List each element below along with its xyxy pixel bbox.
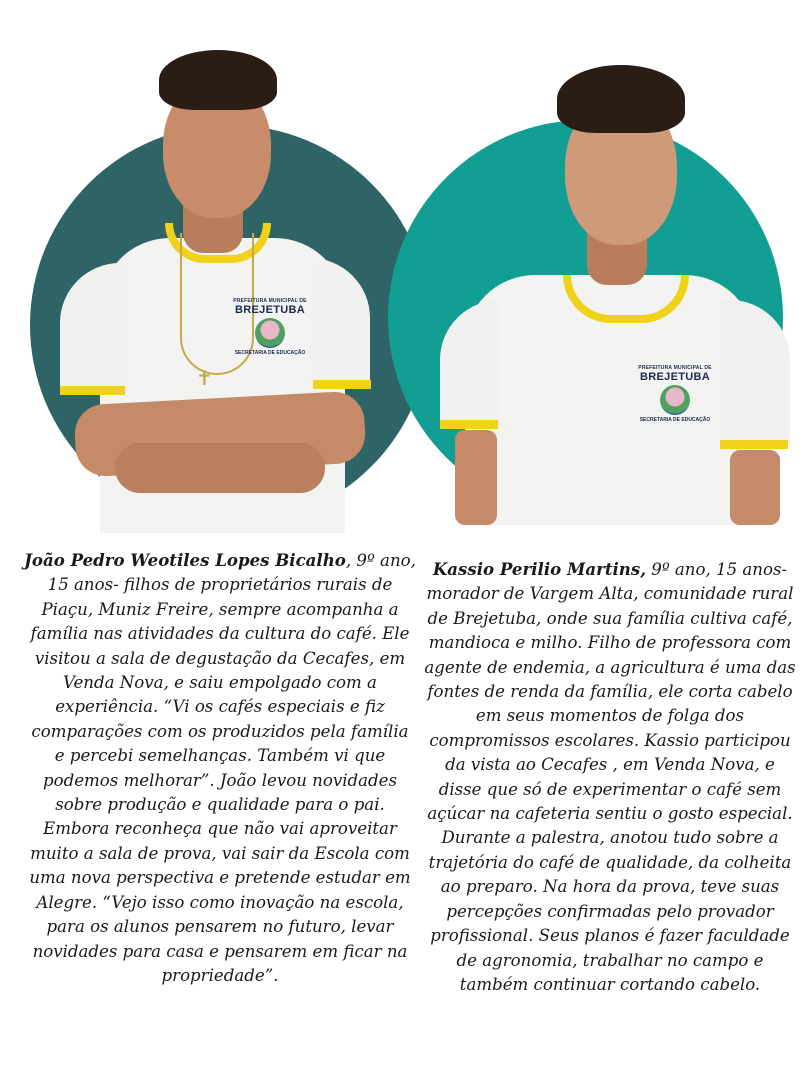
- left-sleeve: [60, 263, 130, 393]
- left-cuff: [60, 386, 125, 395]
- photo-kassio: [435, 60, 795, 525]
- name-joao-pedro: João Pedro Weotiles Lopes Bicalho: [24, 550, 346, 570]
- right-cuff: [313, 380, 371, 389]
- bio-kassio: [422, 557, 798, 997]
- right-sleeve: [310, 258, 370, 388]
- right-arm: [730, 450, 780, 525]
- bio-text-joao-pedro: , 9º ano, 15 anos- filhos de proprietários rurais de Piaçu, Muniz Freire, sempre acompanha a família nas atividades da cultura do café. Ele visitou a sala de degustação da Cecafes, em Venda Nova, e saiu empolgado com a experiência. “Vi os cafés especiais e fiz comparações com os produzidos pela família e percebi semelhanças. Também vi que podemos melhorar”. João levou novidades sobre produção e qualidade para o pai. Embora reconheça que não vai aproveitar muito a sala de prova, vai sair da Escola com uma nova perspectiva e pretende estudar em Alegre. “Vejo isso como inovação na escola, para os alunos pensarem no futuro, levar novidades para casa e pensarem em ficar na propriedade”.: [29, 551, 416, 985]
- brejetuba-seal-icon: [660, 385, 690, 415]
- badge-name-text: BREJETUBA: [235, 304, 305, 316]
- cross-pendant: ✝: [196, 366, 213, 390]
- name-kassio: Kassio Perilio Martins,: [432, 559, 646, 579]
- bio-joao-pedro: [24, 548, 416, 988]
- school-badge: [225, 298, 315, 356]
- badge-bottom-text: SECRETARIA DE EDUCAÇÃO: [639, 417, 711, 423]
- badge-top-text: PREFEITURA MUNICIPAL DE: [233, 298, 307, 304]
- hair: [159, 50, 277, 110]
- photo-joao-pedro: [55, 48, 385, 533]
- bio-text-kassio: 9º ano, 15 anos- morador de Vargem Alta, comunidade rural de Brejetuba, onde sua família cultiva café, mandioca e milho. Filho de professora com agente de endemia, a agricultura é uma das fontes de renda da família, ele corta cabelo em seus momentos de folga dos compromissos escolares. Kassio participou da vista ao Cecafes , em Venda Nova, e disse que só de experimentar o café sem açúcar na cafeteria sentiu o gosto especial. Durante a palestra, anotou tudo sobre a trajetória do café de qualidade, da colheita ao preparo. Na hora da prova, teve suas percepções confirmadas pelo provador profissional. Seus planos é fazer faculdade de agronomia, trabalhar no campo e também continuar cortando cabelo.: [424, 560, 796, 994]
- brejetuba-seal-icon: [255, 318, 285, 348]
- left-arm: [455, 430, 497, 525]
- hair: [557, 65, 685, 133]
- school-badge: [630, 365, 720, 423]
- right-sleeve: [720, 300, 790, 445]
- right-cuff: [720, 440, 788, 449]
- badge-bottom-text: SECRETARIA DE EDUCAÇÃO: [234, 350, 306, 356]
- badge-top-text: PREFEITURA MUNICIPAL DE: [638, 365, 712, 371]
- left-cuff: [440, 420, 498, 429]
- crossed-arms-lower: [115, 443, 325, 493]
- left-sleeve: [440, 300, 500, 425]
- badge-name-text: BREJETUBA: [640, 371, 710, 383]
